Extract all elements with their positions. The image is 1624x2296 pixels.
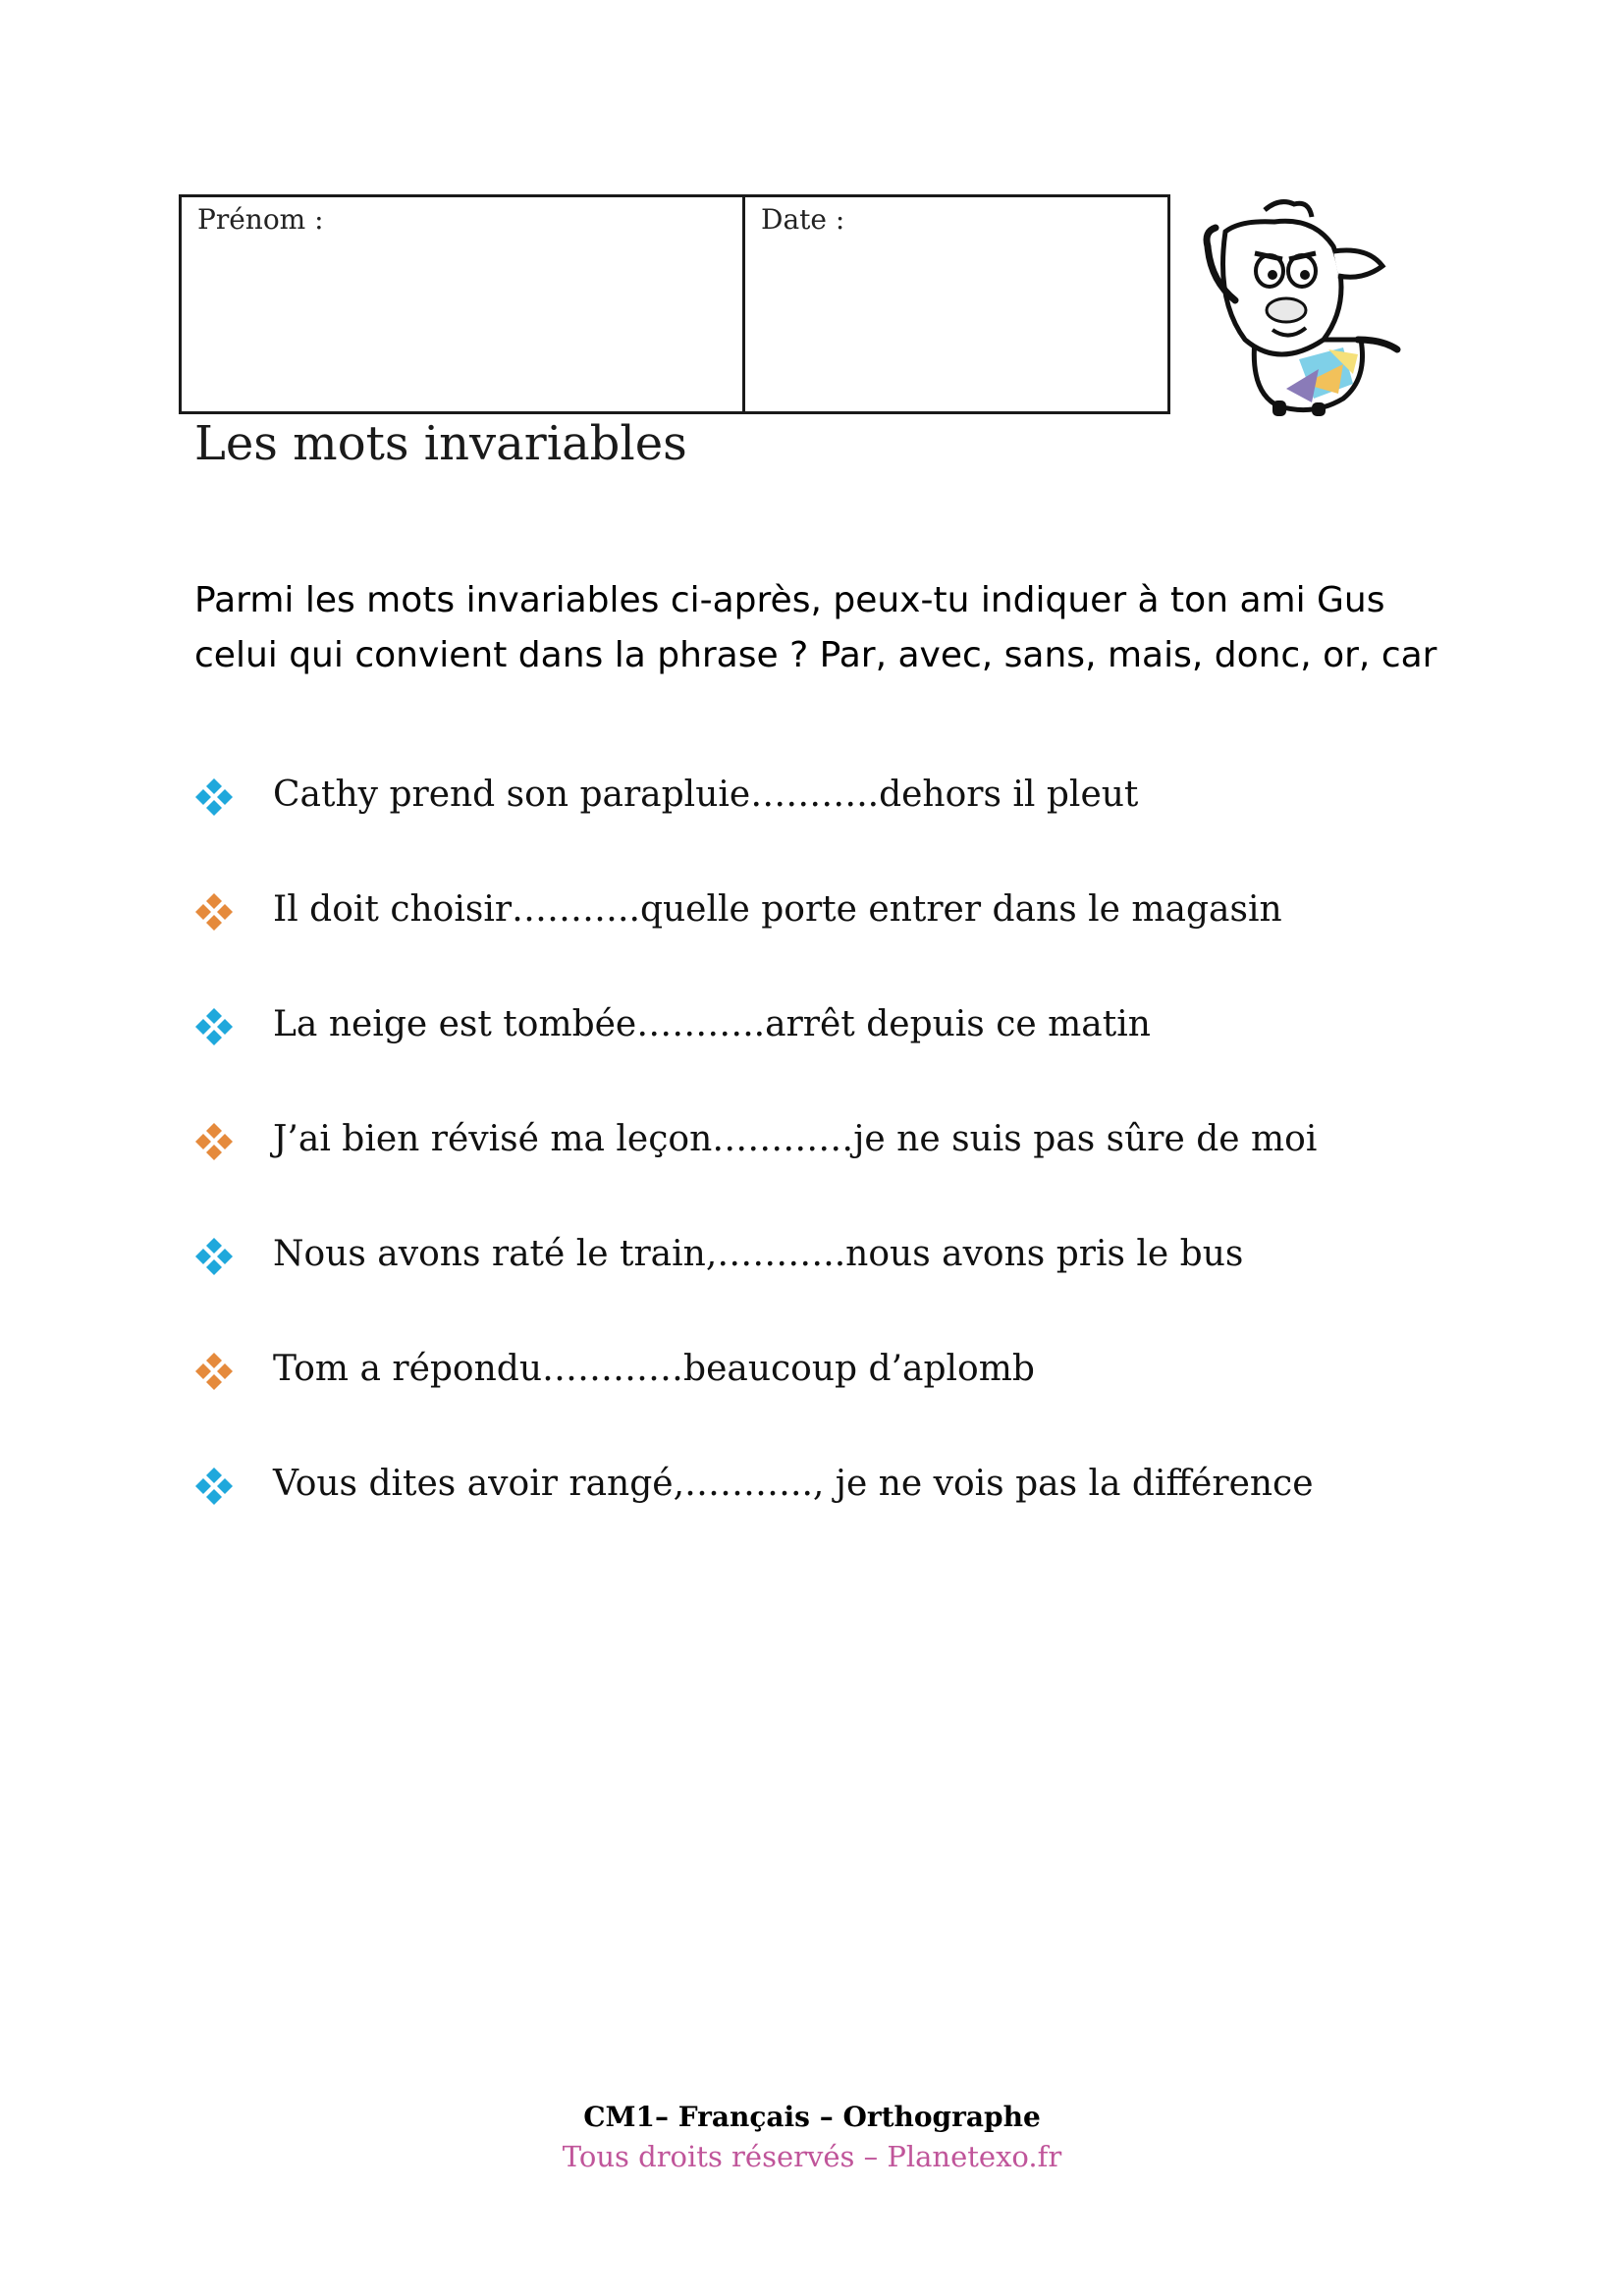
exercise-list xyxy=(194,770,1471,1574)
exercise-item xyxy=(194,999,1471,1114)
exercise-sentence: Vous dites avoir rangé,……….., je ne vois pas la différence xyxy=(273,1464,1314,1504)
exercise-item xyxy=(194,1229,1471,1344)
diamond-bullet-icon xyxy=(194,892,234,932)
exercise-sentence: La neige est tombée………..arrêt depuis ce matin xyxy=(273,1004,1151,1044)
identity-box xyxy=(179,194,1170,414)
exercise-item xyxy=(194,884,1471,999)
instructions-line-2: celui qui convient dans la phrase ? Par, avec, sans, mais, donc, or, car xyxy=(194,635,1437,675)
exercise-item xyxy=(194,1459,1471,1574)
instructions xyxy=(194,573,1441,683)
exercise-item xyxy=(194,770,1471,884)
exercise-sentence: Il doit choisir………..quelle porte entrer dans le magasin xyxy=(273,889,1282,930)
footer-subject: CM1– Français – Orthographe xyxy=(583,2101,1041,2133)
instructions-line-1: Parmi les mots invariables ci-après, peux-tu indiquer à ton ami Gus xyxy=(194,580,1385,620)
exercise-sentence: Nous avons raté le train,………..nous avons pris le bus xyxy=(273,1234,1244,1274)
date-field[interactable] xyxy=(745,197,1167,411)
diamond-bullet-icon xyxy=(194,1122,234,1161)
exercise-sentence: Cathy prend son parapluie………..dehors il pleut xyxy=(273,774,1139,815)
date-label: Date : xyxy=(761,203,845,236)
footer-copyright: Tous droits réservés – Planetexo.fr xyxy=(562,2140,1062,2173)
exercise-item xyxy=(194,1344,1471,1459)
exercise-item xyxy=(194,1114,1471,1229)
diamond-bullet-icon xyxy=(194,1352,234,1391)
diamond-bullet-icon xyxy=(194,1467,234,1506)
diamond-bullet-icon xyxy=(194,1237,234,1276)
prenom-label: Prénom : xyxy=(197,203,324,236)
diamond-bullet-icon xyxy=(194,1007,234,1046)
exercise-sentence: Tom a répondu…………beaucoup d’aplomb xyxy=(273,1349,1035,1389)
gus-mascot-illustration xyxy=(1196,192,1412,418)
prenom-field[interactable] xyxy=(182,197,745,411)
exercise-sentence: J’ai bien révisé ma leçon…………je ne suis pas sûre de moi xyxy=(273,1119,1318,1159)
diamond-bullet-icon xyxy=(194,777,234,817)
page-title: Les mots invariables xyxy=(194,416,687,471)
